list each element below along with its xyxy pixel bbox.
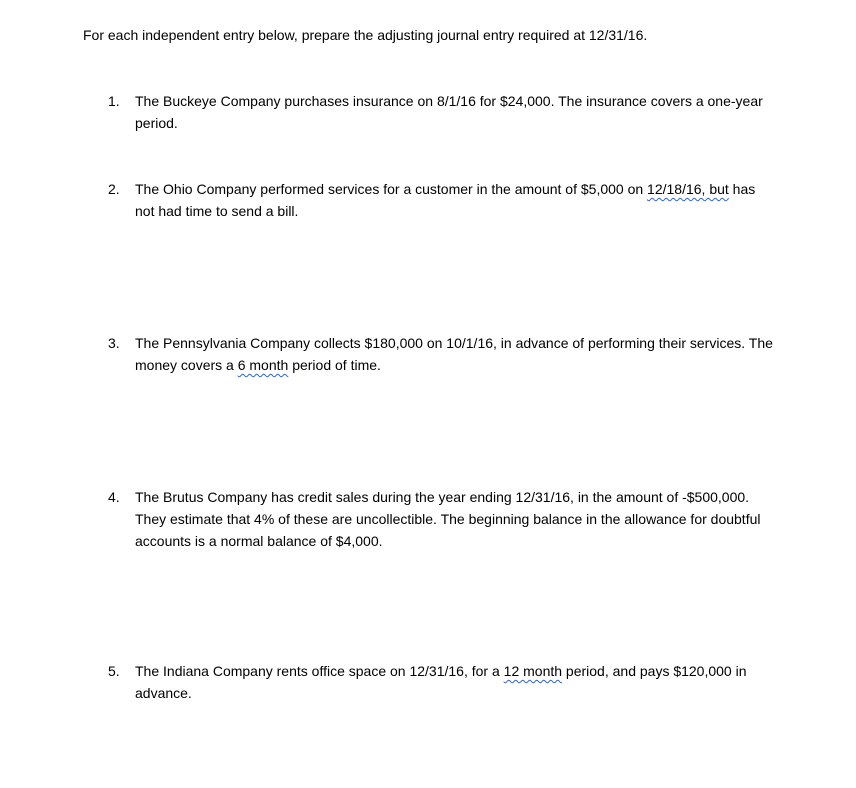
spellcheck-underlined-text[interactable]: 12/18/16, but: [647, 181, 729, 197]
item-text-part: period of time.: [288, 357, 381, 373]
list-item-4: [108, 486, 778, 552]
item-text: [135, 178, 778, 222]
item-number: 4.: [108, 489, 120, 505]
item-text: [135, 486, 778, 552]
list-item-1: [108, 90, 778, 134]
spellcheck-underlined-text[interactable]: 6 month: [237, 357, 289, 373]
item-text-part: has not had time to send a bill.: [135, 181, 756, 219]
item-text: [135, 660, 788, 704]
item-text: [135, 332, 778, 376]
item-text-part: The Indiana Company rents office space on 12/31/16, for a: [135, 663, 504, 679]
list-item-3: [108, 332, 778, 376]
item-text-part: period, and pays $120,000 in advance.: [135, 663, 747, 701]
list-item-5: [108, 660, 788, 704]
item-number: 2.: [108, 181, 120, 197]
item-number: 5.: [108, 663, 120, 679]
item-text-part: The Pennsylvania Company collects $180,000 on 10/1/16, in advance of performing their services. The money covers a: [135, 335, 773, 373]
spellcheck-underlined-text[interactable]: 12 month: [503, 663, 563, 679]
item-text: [135, 90, 778, 134]
list-item-2: [108, 178, 778, 222]
item-number: 1.: [108, 93, 120, 109]
item-text-part: The Ohio Company performed services for a customer in the amount of $5,000 on: [135, 181, 648, 197]
instruction-text: For each independent entry below, prepare the adjusting journal entry required at 12/31/16.: [83, 27, 648, 43]
item-text-part: The Buckeye Company purchases insurance on 8/1/16 for $24,000. The insurance covers a one-year period.: [135, 93, 763, 131]
item-number: 3.: [108, 335, 120, 351]
item-text-part: The Brutus Company has credit sales during the year ending 12/31/16, in the amount of -$500,000. They estimate that 4% of these are uncollectible. The beginning balance in the allowance for doubtful accounts is a normal balance of $4,000.: [135, 489, 761, 549]
